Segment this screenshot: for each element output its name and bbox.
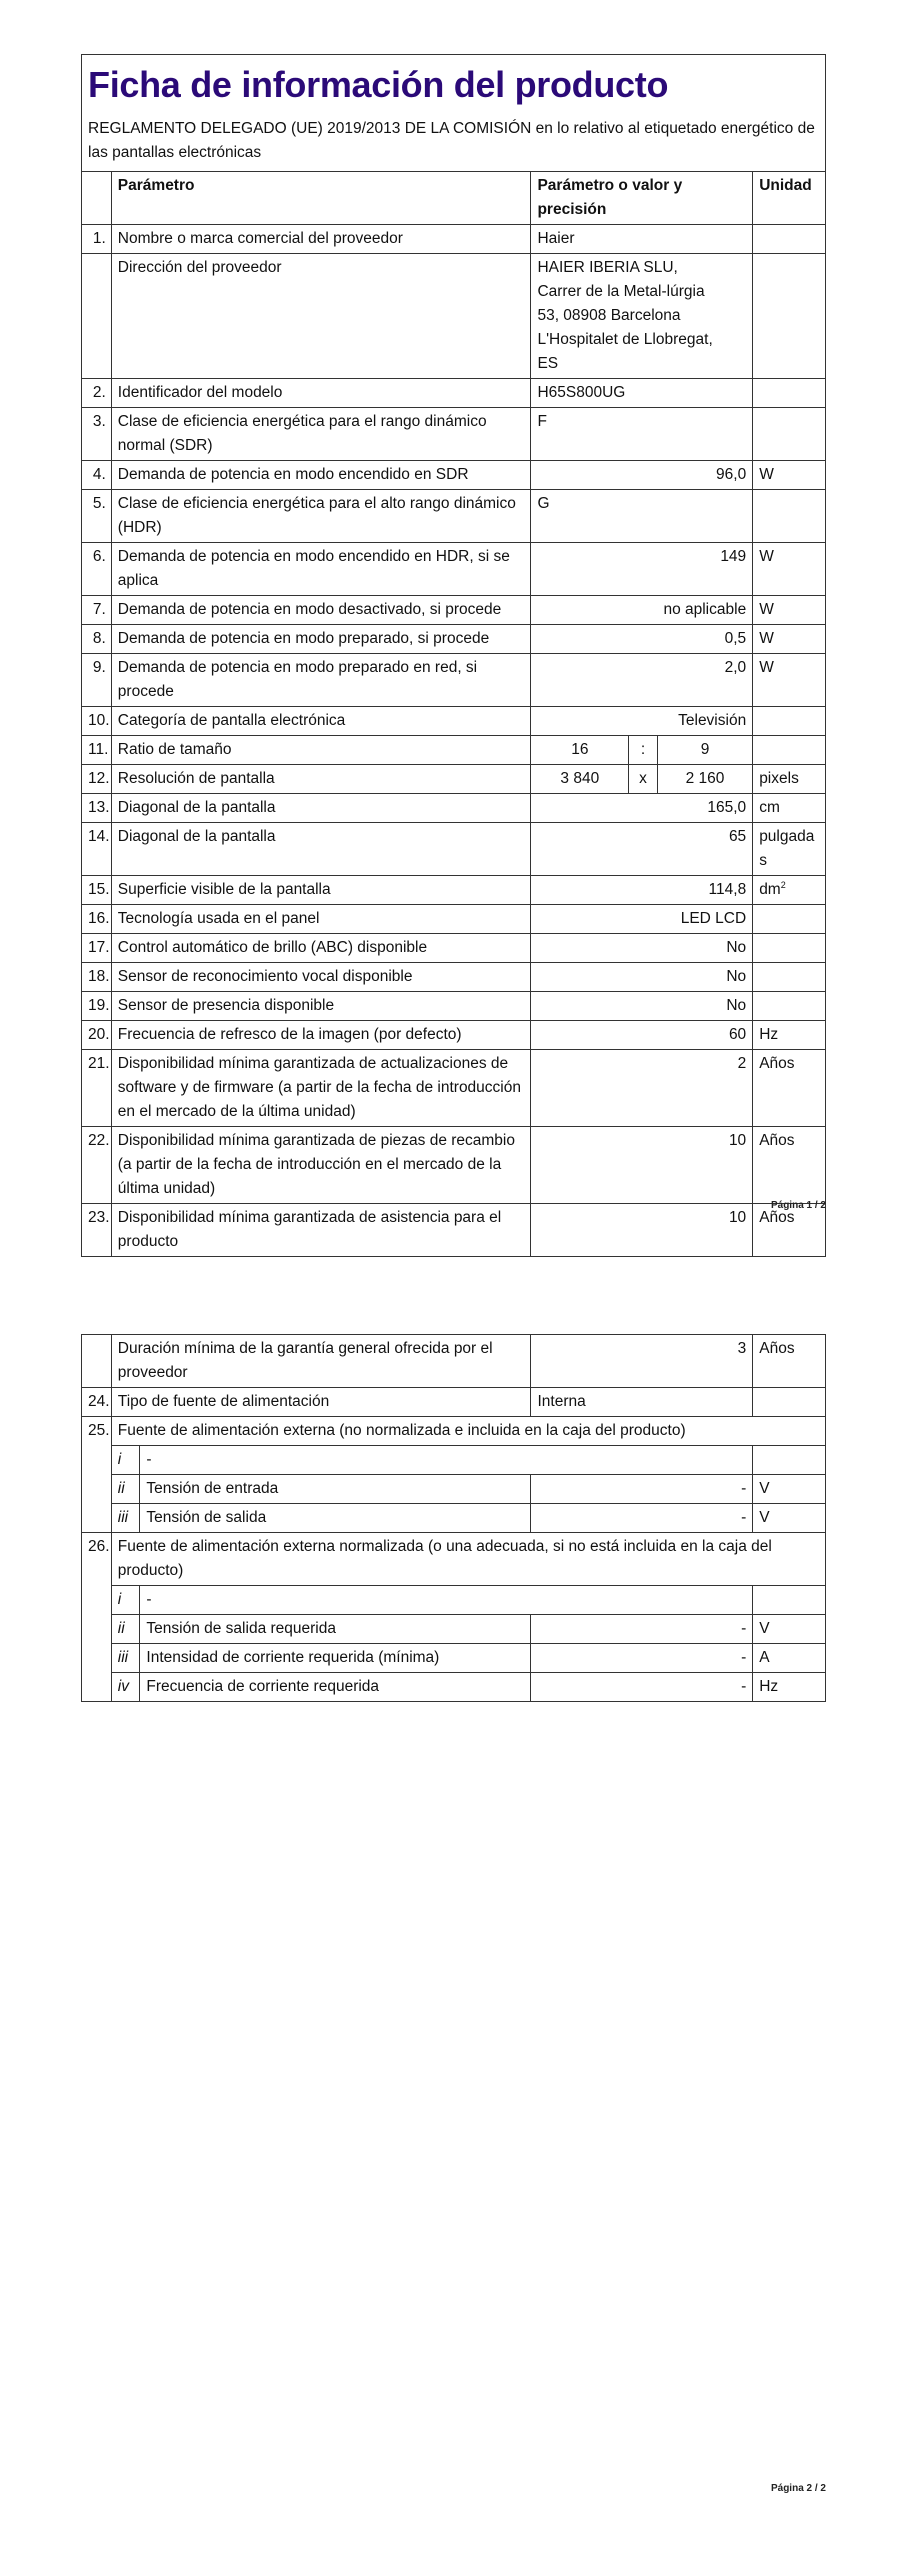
sub-row	[82, 1446, 826, 1475]
sub-parameter: Tensión de salida	[140, 1504, 531, 1533]
row-unit: Años	[753, 1050, 826, 1127]
row-value: No	[531, 963, 753, 992]
table-row	[82, 823, 826, 876]
table-row	[82, 379, 826, 408]
row-value: 165,0	[531, 794, 753, 823]
row-unit	[753, 379, 826, 408]
table-row	[82, 1388, 826, 1417]
row-number: 12.	[82, 765, 112, 794]
row-number: 8.	[82, 625, 112, 654]
row-parameter: Duración mínima de la garantía general ofrecida por el proveedor	[111, 1335, 531, 1388]
table-row	[82, 1335, 826, 1388]
sub-unit: Hz	[753, 1673, 826, 1702]
row-parameter: Demanda de potencia en modo preparado en red, si procede	[111, 654, 531, 707]
row-parameter: Frecuencia de refresco de la imagen (por defecto)	[111, 1021, 531, 1050]
row-number: 5.	[82, 490, 112, 543]
row-value: 60	[531, 1021, 753, 1050]
row-parameter: Superficie visible de la pantalla	[111, 876, 531, 905]
table-row	[82, 876, 826, 905]
row-parameter: Disponibilidad mínima garantizada de piezas de recambio (a partir de la fecha de introducción en el mercado de la última unidad)	[111, 1127, 531, 1204]
row-parameter: Dirección del proveedor	[111, 254, 531, 379]
ratio-height: 9	[657, 736, 752, 765]
table-row	[82, 254, 826, 379]
row-value: no aplicable	[531, 596, 753, 625]
row-number: 11.	[82, 736, 112, 765]
table-row	[82, 905, 826, 934]
row-unit: Años	[753, 1335, 826, 1388]
row-number	[82, 254, 112, 379]
document-subtitle: REGLAMENTO DELEGADO (UE) 2019/2013 DE LA COMISIÓN en lo relativo al etiquetado energético de las pantallas electrónicas	[88, 120, 815, 161]
table-row	[82, 1127, 826, 1204]
section-row	[82, 1417, 826, 1446]
sub-unit: V	[753, 1615, 826, 1644]
row-parameter: Nombre o marca comercial del proveedor	[111, 225, 531, 254]
row-parameter: Disponibilidad mínima garantizada de actualizaciones de software y de firmware (a partir de la fecha de introducción en el mercado de la última unidad)	[111, 1050, 531, 1127]
unit-text: dm	[759, 881, 781, 898]
roman-index: iv	[111, 1673, 140, 1702]
row-number	[82, 1335, 112, 1388]
ratio-width: 16	[531, 736, 629, 765]
table-row	[82, 490, 826, 543]
sub-parameter: Tensión de entrada	[140, 1475, 531, 1504]
row-parameter: Sensor de reconocimiento vocal disponible	[111, 963, 531, 992]
page-number: Página 2 / 2	[770, 2483, 826, 2494]
row-unit	[753, 408, 826, 461]
table-row	[82, 1021, 826, 1050]
row-unit	[753, 905, 826, 934]
row-number: 21.	[82, 1050, 112, 1127]
sub-value: -	[531, 1644, 753, 1673]
row-value: 2	[531, 1050, 753, 1127]
table-row	[82, 625, 826, 654]
row-unit	[753, 934, 826, 963]
ratio-separator: :	[629, 736, 658, 765]
sub-unit: V	[753, 1475, 826, 1504]
row-number: 24.	[82, 1388, 112, 1417]
row-value: No	[531, 934, 753, 963]
table-row	[82, 596, 826, 625]
row-number: 6.	[82, 543, 112, 596]
roman-index: ii	[111, 1475, 140, 1504]
header-unit: Unidad	[753, 172, 826, 225]
row-value: 10	[531, 1204, 753, 1257]
row-number: 17.	[82, 934, 112, 963]
sub-unit	[753, 1586, 826, 1615]
table-row	[82, 225, 826, 254]
row-parameter: Diagonal de la pantalla	[111, 794, 531, 823]
row-unit: W	[753, 625, 826, 654]
table-row	[82, 707, 826, 736]
unit-superscript: 2	[780, 879, 786, 890]
row-unit: cm	[753, 794, 826, 823]
header-row	[82, 172, 826, 225]
row-value: 0,5	[531, 625, 753, 654]
sub-unit: A	[753, 1644, 826, 1673]
sub-row	[82, 1615, 826, 1644]
table-row	[82, 408, 826, 461]
row-parameter: Identificador del modelo	[111, 379, 531, 408]
row-number: 18.	[82, 963, 112, 992]
row-parameter: Categoría de pantalla electrónica	[111, 707, 531, 736]
row-unit: Años	[753, 1204, 826, 1257]
row-unit: W	[753, 596, 826, 625]
sub-value: -	[531, 1504, 753, 1533]
row-unit	[753, 225, 826, 254]
row-number: 10.	[82, 707, 112, 736]
resolution-height: 2 160	[657, 765, 752, 794]
row-unit	[753, 490, 826, 543]
row-unit: pulgadas	[753, 823, 826, 876]
row-number: 13.	[82, 794, 112, 823]
row-number: 7.	[82, 596, 112, 625]
sub-row	[82, 1586, 826, 1615]
row-parameter: Tecnología usada en el panel	[111, 905, 531, 934]
row-value: HAIER IBERIA SLU, Carrer de la Metal-lúrgia 53, 08908 Barcelona L'Hospitalet de Llobregat, ES	[531, 254, 753, 379]
page-2	[0, 1280, 905, 2560]
header-value: Parámetro o valor y precisión	[531, 172, 753, 225]
table-row	[82, 736, 826, 765]
sub-unit	[753, 1446, 826, 1475]
row-number: 2.	[82, 379, 112, 408]
table-row	[82, 543, 826, 596]
row-value: 114,8	[531, 876, 753, 905]
row-unit	[753, 876, 826, 905]
row-number: 23.	[82, 1204, 112, 1257]
resolution-width: 3 840	[531, 765, 629, 794]
row-parameter: Clase de eficiencia energética para el alto rango dinámico (HDR)	[111, 490, 531, 543]
sub-value: -	[531, 1673, 753, 1702]
row-number: 3.	[82, 408, 112, 461]
section-heading: Fuente de alimentación externa normalizada (o una adecuada, si no está incluida en la caja del producto)	[111, 1533, 825, 1586]
row-unit: W	[753, 543, 826, 596]
row-unit	[753, 736, 826, 765]
sub-parameter: Tensión de salida requerida	[140, 1615, 531, 1644]
header-num	[82, 172, 112, 225]
sub-parameter: Intensidad de corriente requerida (mínima)	[140, 1644, 531, 1673]
row-value: G	[531, 490, 753, 543]
table-row	[82, 765, 826, 794]
row-unit	[753, 992, 826, 1021]
product-info-table-page-1	[81, 54, 826, 1257]
row-value: LED LCD	[531, 905, 753, 934]
page-number: Página 1 / 2	[770, 1200, 826, 1211]
roman-index: ii	[111, 1615, 140, 1644]
row-number: 22.	[82, 1127, 112, 1204]
row-value: 149	[531, 543, 753, 596]
sub-parameter: Frecuencia de corriente requerida	[140, 1673, 531, 1702]
table-row	[82, 1204, 826, 1257]
row-number: 16.	[82, 905, 112, 934]
row-parameter: Control automático de brillo (ABC) disponible	[111, 934, 531, 963]
row-unit: W	[753, 654, 826, 707]
row-value: F	[531, 408, 753, 461]
row-unit: Hz	[753, 1021, 826, 1050]
section-row	[82, 1533, 826, 1586]
row-value: Haier	[531, 225, 753, 254]
table-row	[82, 794, 826, 823]
row-number: 14.	[82, 823, 112, 876]
row-parameter: Demanda de potencia en modo preparado, si procede	[111, 625, 531, 654]
section-heading: Fuente de alimentación externa (no normalizada e incluida en la caja del producto)	[111, 1417, 825, 1446]
table-row	[82, 934, 826, 963]
sub-row	[82, 1504, 826, 1533]
row-parameter: Demanda de potencia en modo encendido en HDR, si se aplica	[111, 543, 531, 596]
row-unit	[753, 254, 826, 379]
row-value: H65S800UG	[531, 379, 753, 408]
sub-row	[82, 1673, 826, 1702]
row-unit: Años	[753, 1127, 826, 1204]
row-value: 3	[531, 1335, 753, 1388]
row-unit	[753, 1388, 826, 1417]
title-row	[82, 55, 826, 172]
sub-row	[82, 1644, 826, 1673]
table-row	[82, 461, 826, 490]
row-parameter: Disponibilidad mínima garantizada de asistencia para el producto	[111, 1204, 531, 1257]
row-value: 2,0	[531, 654, 753, 707]
row-number: 26.	[82, 1533, 112, 1702]
roman-index: i	[111, 1586, 140, 1615]
row-value: Televisión	[531, 707, 753, 736]
row-unit: W	[753, 461, 826, 490]
row-number: 20.	[82, 1021, 112, 1050]
row-value: Interna	[531, 1388, 753, 1417]
row-parameter: Demanda de potencia en modo encendido en SDR	[111, 461, 531, 490]
roman-index: i	[111, 1446, 140, 1475]
row-parameter: Demanda de potencia en modo desactivado, si procede	[111, 596, 531, 625]
product-info-table-page-2	[81, 1334, 826, 1702]
sub-unit: V	[753, 1504, 826, 1533]
row-number: 4.	[82, 461, 112, 490]
row-number: 19.	[82, 992, 112, 1021]
row-parameter: Clase de eficiencia energética para el rango dinámico normal (SDR)	[111, 408, 531, 461]
row-parameter: Resolución de pantalla	[111, 765, 531, 794]
sub-value: -	[531, 1475, 753, 1504]
table-row	[82, 992, 826, 1021]
document-title: Ficha de información del producto	[88, 64, 669, 105]
header-parameter: Parámetro	[111, 172, 531, 225]
row-value: 10	[531, 1127, 753, 1204]
row-number: 9.	[82, 654, 112, 707]
row-unit	[753, 963, 826, 992]
row-parameter: Diagonal de la pantalla	[111, 823, 531, 876]
roman-index: iii	[111, 1644, 140, 1673]
row-unit: pixels	[753, 765, 826, 794]
row-number: 15.	[82, 876, 112, 905]
table-row	[82, 1050, 826, 1127]
roman-index: iii	[111, 1504, 140, 1533]
sub-parameter: -	[140, 1446, 753, 1475]
sub-row	[82, 1475, 826, 1504]
row-value: 65	[531, 823, 753, 876]
row-parameter: Tipo de fuente de alimentación	[111, 1388, 531, 1417]
sub-value: -	[531, 1615, 753, 1644]
row-unit	[753, 707, 826, 736]
table-row	[82, 963, 826, 992]
row-value: No	[531, 992, 753, 1021]
sub-parameter: -	[140, 1586, 753, 1615]
resolution-separator: x	[629, 765, 658, 794]
row-parameter: Ratio de tamaño	[111, 736, 531, 765]
row-parameter: Sensor de presencia disponible	[111, 992, 531, 1021]
row-value: 96,0	[531, 461, 753, 490]
row-number: 1.	[82, 225, 112, 254]
row-number: 25.	[82, 1417, 112, 1533]
table-row	[82, 654, 826, 707]
